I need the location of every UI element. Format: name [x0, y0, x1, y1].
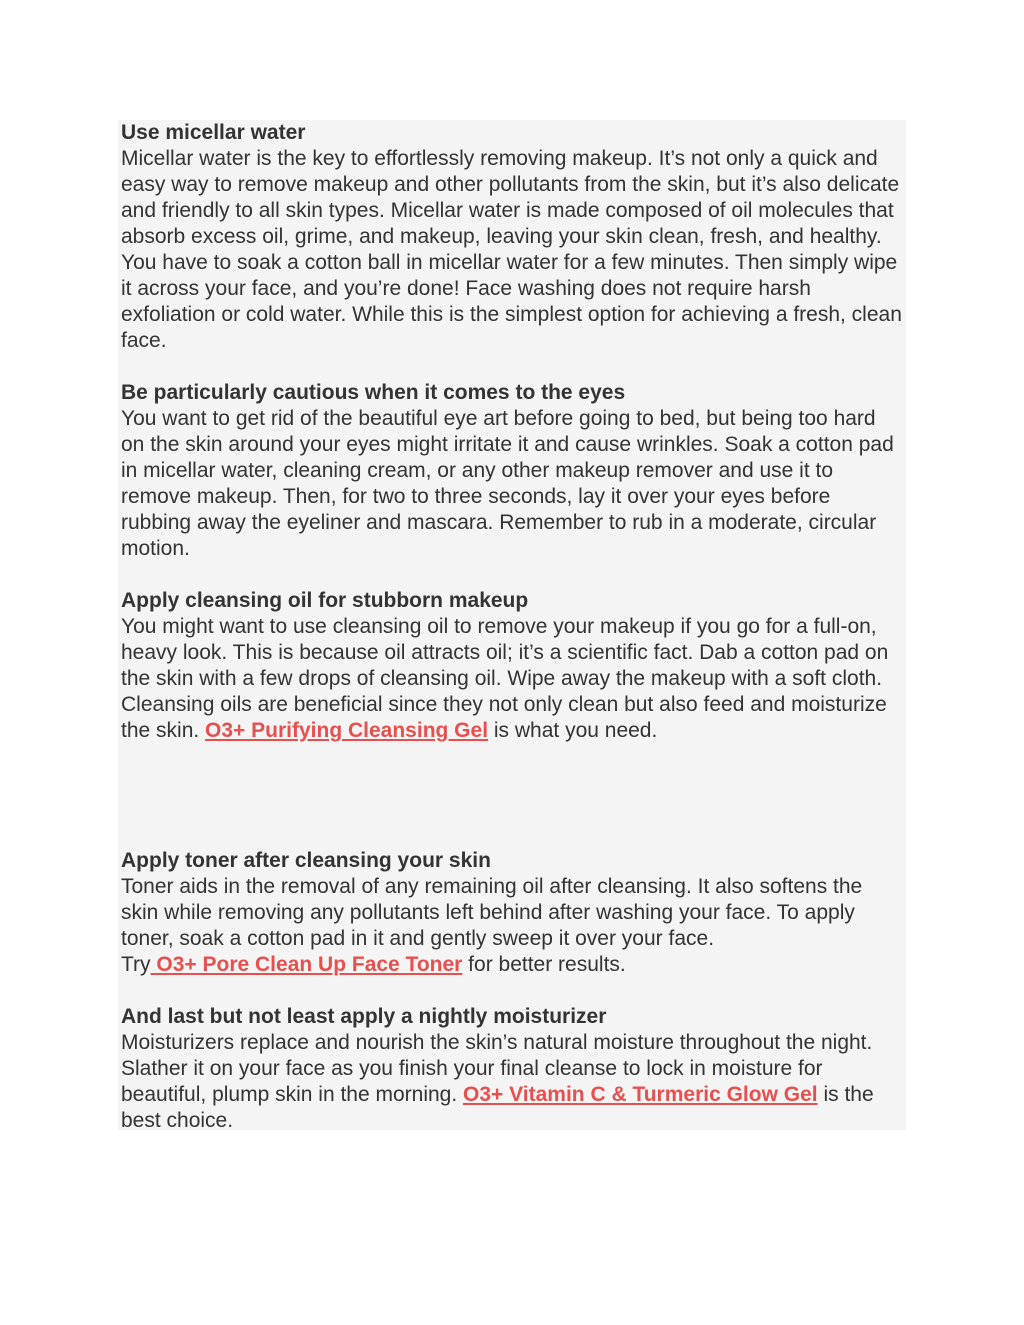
article-content — [118, 120, 906, 1130]
section-micellar-water — [121, 120, 902, 354]
section-body — [121, 1030, 902, 1134]
section-heading: Apply cleansing oil for stubborn makeup — [121, 589, 529, 612]
section-eyes — [121, 380, 902, 562]
section-body-text: for better results. — [462, 953, 626, 976]
section-body-text: is the best choice. — [121, 1083, 874, 1132]
section-body — [121, 874, 902, 978]
section-body-text: You might want to use cleansing oil to remove your makeup if you go for a full-on, heavy look. This is because oil attracts oil; it’s a scientific fact. Dab a cotton pad on the skin with a few drops of cleansing oil. Wipe away the makeup with a soft cloth. Cleansing oils are beneficial since they not only clean but also feed and moisturize the skin. — [121, 615, 889, 742]
section-heading: Use micellar water — [121, 121, 306, 144]
section-body-text: Moisturizers replace and nourish the skin’s natural moisture throughout the night. Slather it on your face as you finish your final cleanse to lock in moisture for beautiful, plump skin in the morning. — [121, 1031, 873, 1106]
section-body-text: Try — [121, 953, 151, 976]
section-moisturizer — [121, 1004, 902, 1134]
section-heading: And last but not least apply a nightly moisturizer — [121, 1005, 607, 1028]
section-toner — [121, 848, 902, 978]
section-body: Micellar water is the key to effortlessly removing makeup. It’s not only a quick and easy way to remove makeup and other pollutants from the skin, but it’s also delicate and friendly to all skin types. Micellar water is made composed of oil molecules that absorb excess oil, grime, and makeup, leaving your skin clean, fresh, and healthy. You have to soak a cotton ball in micellar water for a few minutes. Then simply wipe it across your face, and you’re done! Face washing does not require harsh exfoliation or cold water. While this is the simplest option for achieving a fresh, clean face. — [121, 147, 902, 352]
section-cleansing-oil — [121, 588, 902, 744]
section-body-text: Toner aids in the removal of any remaining oil after cleansing. It also softens the skin while removing any pollutants left behind after washing your face. To apply toner, soak a cotton pad in it and gently sweep it over your face. — [121, 875, 863, 950]
product-link-glow-gel[interactable]: O3+ Vitamin C & Turmeric Glow Gel — [463, 1083, 818, 1106]
section-heading: Be particularly cautious when it comes to the eyes — [121, 381, 626, 404]
section-body — [121, 614, 902, 744]
section-body-text: is what you need. — [488, 719, 658, 742]
product-link-face-toner[interactable]: O3+ Pore Clean Up Face Toner — [150, 953, 463, 976]
product-link-cleansing-gel[interactable]: O3+ Purifying Cleansing Gel — [205, 719, 489, 742]
section-body: You want to get rid of the beautiful eye art before going to bed, but being too hard on the skin around your eyes might irritate it and cause wrinkles. Soak a cotton pad in micellar water, cleaning cream, or any other makeup remover and use it to remove makeup. Then, for two to three seconds, lay it over your eyes before rubbing away the eyeliner and mascara. Remember to rub in a moderate, circular motion. — [121, 407, 894, 560]
section-heading: Apply toner after cleansing your skin — [121, 849, 491, 872]
